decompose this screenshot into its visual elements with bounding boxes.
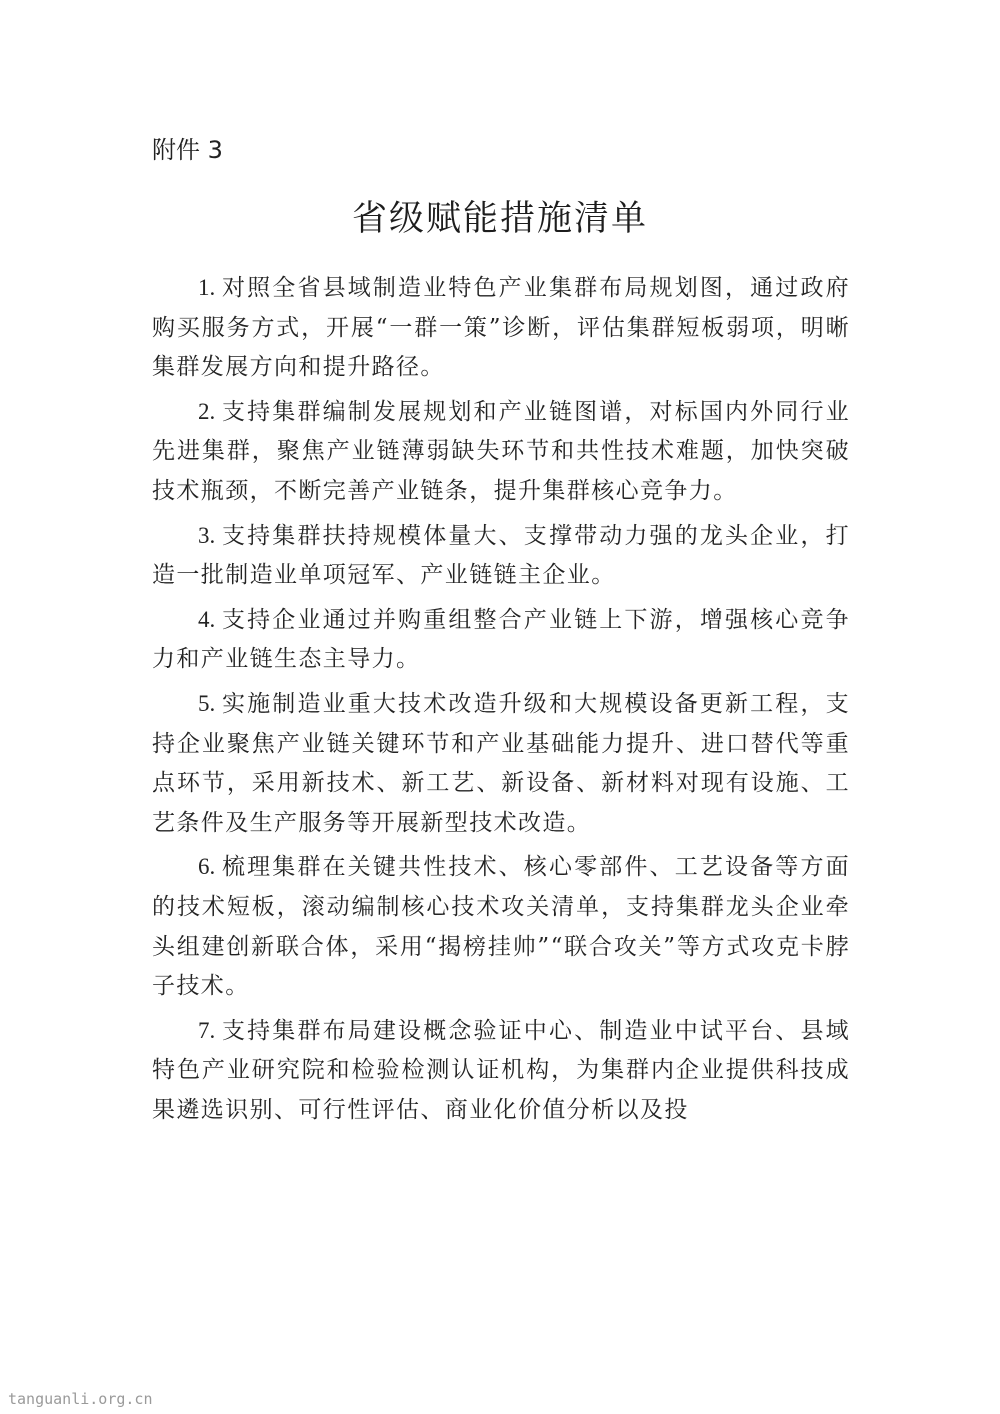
measures-list <box>152 268 850 1134</box>
attachment-label: 附件 3 <box>152 136 223 164</box>
item-text: 梳理集群在关键共性技术、核心零部件、工艺设备等方面的技术短板，滚动编制核心技术攻关清单，支持集群龙头企业牵头组建创新联合体，采用“揭榜挂帅”“联合攻关”等方式攻克卡脖子技术。 <box>152 854 850 1000</box>
list-item <box>152 268 850 388</box>
list-item <box>152 516 850 596</box>
document-title: 省级赋能措施清单 <box>351 199 648 239</box>
item-text: 对照全省县域制造业特色产业集群布局规划图，通过政府购买服务方式，开展“一群一策”诊断，评估集群短板弱项，明晰集群发展方向和提升路径。 <box>152 275 850 381</box>
list-item <box>152 1011 850 1131</box>
item-number: 2. <box>198 398 216 424</box>
item-text: 支持集群布局建设概念验证中心、制造业中试平台、县域特色产业研究院和检验检测认证机构，为集群内企业提供科技成果遴选识别、可行性评估、商业化价值分析以及投 <box>152 1017 850 1123</box>
site-watermark: tanguanli.org.cn <box>8 1390 153 1408</box>
list-item <box>152 684 850 843</box>
item-number: 5. <box>198 690 216 716</box>
list-item <box>152 392 850 512</box>
list-item <box>152 600 850 680</box>
item-text: 支持企业通过并购重组整合产业链上下游，增强核心竞争力和产业链生态主导力。 <box>152 606 850 673</box>
item-number: 7. <box>198 1017 216 1043</box>
item-text: 支持集群编制发展规划和产业链图谱，对标国内外同行业先进集群，聚焦产业链薄弱缺失环节和共性技术难题，加快突破技术瓶颈，不断完善产业链条，提升集群核心竞争力。 <box>152 398 850 504</box>
item-number: 1. <box>198 275 216 300</box>
item-number: 6. <box>198 854 216 880</box>
item-text: 实施制造业重大技术改造升级和大规模设备更新工程，支持企业聚焦产业链关键环节和产业基础能力提升、进口替代等重点环节，采用新技术、新工艺、新设备、新材料对现有设施、工艺条件及生产服务等开展新型技术改造。 <box>152 690 850 836</box>
item-number: 4. <box>198 606 216 632</box>
item-text: 支持集群扶持规模体量大、支撑带动力强的龙头企业，打造一批制造业单项冠军、产业链链主企业。 <box>152 522 850 589</box>
list-item <box>152 847 850 1006</box>
item-number: 3. <box>198 522 216 548</box>
